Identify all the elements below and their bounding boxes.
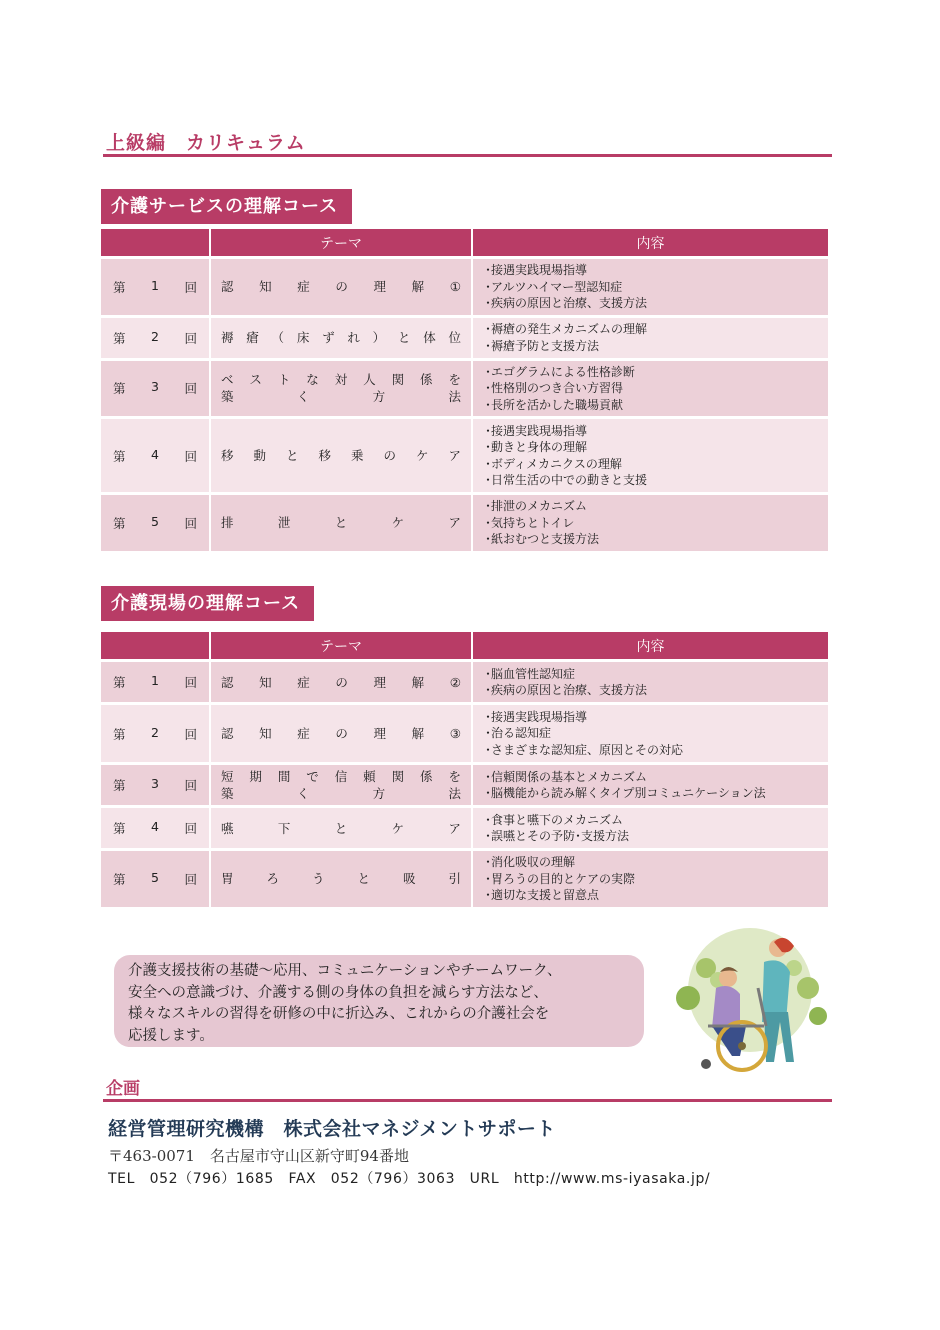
content-cell: [471, 705, 828, 762]
theme-cell: [209, 808, 471, 848]
organizer-contact: TEL 052（796）1685 FAX 052（796）3063 URL http://www.ms-iyasaka.jp/: [108, 1171, 711, 1187]
content-item: ･適切な支援と留意点: [485, 888, 600, 902]
summary-box: [114, 955, 644, 1047]
theme-text: 認知症の理解③: [221, 726, 461, 741]
table-row: [101, 662, 828, 702]
round-cell: [101, 495, 209, 551]
round-cell: [101, 259, 209, 315]
round-part: 第: [113, 675, 126, 690]
round-part: 2: [151, 724, 159, 740]
course-title-field: 介護現場の理解コース: [101, 586, 314, 621]
content-cell: [471, 851, 828, 907]
theme-cell: [209, 318, 471, 358]
content-item: ･疾病の原因と治療、支援方法: [485, 683, 648, 697]
theme-text: 認知症の理解②: [221, 674, 461, 690]
round-cell: [101, 662, 209, 702]
table-row: [101, 495, 828, 551]
theme-text: 短期間で信頼関係を: [221, 769, 461, 784]
summary-line: 安全への意識づけ、介護する側の身体の負担を減らす方法など、: [128, 984, 548, 1001]
content-item: ･消化吸収の理解: [485, 855, 576, 869]
table-row: [101, 705, 828, 762]
theme-text: 褥瘡（床ずれ）と体位: [221, 330, 461, 345]
summary-line: 様々なスキルの習得を研修の中に折込み、これからの介護社会を: [128, 1006, 550, 1022]
content-item: ･脳血管性認知症: [485, 666, 576, 681]
theme-text: 排泄とケア: [221, 515, 461, 531]
table-row: [101, 361, 828, 417]
organizer-divider: [103, 1099, 832, 1102]
theme-cell: [209, 851, 471, 907]
content-item: ･日常生活の中での動きと支援: [485, 473, 648, 487]
content-item: ･食事と嚥下のメカニズム: [485, 812, 624, 827]
table-row: [101, 808, 828, 848]
round-part: 2: [151, 328, 159, 344]
organizer-label: 企画: [106, 1079, 140, 1099]
title-divider: [103, 154, 832, 157]
content-item: ･胃ろうの目的とケアの実際: [485, 871, 636, 886]
round-cell: [101, 765, 209, 805]
round-part: 回: [184, 279, 197, 295]
theme-text: 胃ろうと吸引: [221, 871, 461, 887]
course-table-service: [101, 226, 828, 554]
header-round: [101, 229, 209, 256]
content-item: ･気持ちとトイレ: [485, 515, 575, 530]
content-item: ･動きと身体の理解: [485, 440, 588, 454]
table-header-row: [101, 229, 828, 256]
theme-cell: [209, 705, 471, 762]
round-part: 回: [184, 381, 197, 397]
table-row: [101, 259, 828, 315]
course-table-field: [101, 629, 828, 910]
round-part: 第: [113, 821, 126, 836]
organizer-address: 〒463-0071 名古屋市守山区新守町94番地: [108, 1147, 409, 1165]
table-row: [101, 851, 828, 907]
content-cell: [471, 361, 828, 417]
content-item: ･ボディメカニクスの理解: [485, 456, 622, 471]
theme-cell: [209, 419, 471, 492]
table-row: [101, 419, 828, 492]
theme-text: ベストな対人関係を: [221, 372, 461, 388]
theme-text: 嚥下とケア: [221, 820, 461, 836]
round-cell: [101, 318, 209, 358]
theme-cell: [209, 259, 471, 315]
round-part: 第: [113, 330, 126, 346]
content-cell: [471, 419, 828, 492]
round-part: 3: [151, 379, 159, 395]
content-item: ･脳機能から読み解くタイプ別コミュニケーション法: [485, 786, 766, 800]
page-title: 上級編 カリキュラム: [106, 132, 306, 154]
theme-text: 築く方法: [221, 389, 461, 405]
round-part: 第: [113, 279, 126, 295]
content-item: ･長所を活かした職場貢献: [485, 397, 624, 412]
round-part: 第: [113, 448, 126, 464]
round-cell: [101, 705, 209, 762]
content-item: ･紙おむつと支援方法: [485, 532, 600, 546]
content-item: ･誤嚥とその予防･支援方法: [485, 829, 630, 843]
round-cell: [101, 808, 209, 848]
theme-text: 認知症の理解①: [221, 279, 461, 295]
round-part: 第: [113, 726, 126, 742]
theme-cell: [209, 361, 471, 417]
round-part: 1: [151, 673, 159, 688]
round-part: 回: [184, 448, 197, 464]
header-content: 内容: [471, 229, 828, 256]
round-cell: [101, 419, 209, 492]
header-round: [101, 632, 209, 659]
theme-cell: [209, 495, 471, 551]
round-part: 回: [184, 871, 197, 887]
table-header-row: [101, 632, 828, 659]
round-part: 4: [151, 819, 159, 834]
content-item: ･排泄のメカニズム: [485, 499, 588, 513]
content-cell: [471, 662, 828, 702]
round-part: 3: [151, 776, 159, 791]
content-item: ･接遇実践現場指導: [485, 263, 588, 277]
content-cell: [471, 808, 828, 848]
content-item: ･性格別のつき合い方習得: [485, 381, 624, 395]
round-part: 第: [113, 381, 126, 397]
summary-line: 応援します。: [128, 1027, 214, 1044]
content-cell: [471, 765, 828, 805]
content-item: ･褥瘡の発生メカニズムの理解: [485, 322, 648, 336]
theme-cell: [209, 765, 471, 805]
round-part: 回: [184, 675, 197, 690]
round-part: 回: [184, 515, 197, 531]
round-part: 回: [184, 778, 197, 793]
round-part: 回: [184, 330, 197, 346]
theme-cell: [209, 662, 471, 702]
round-part: 5: [151, 513, 159, 529]
round-cell: [101, 851, 209, 907]
header-theme: テーマ: [209, 632, 471, 659]
content-item: ･エゴグラムによる性格診断: [485, 364, 635, 379]
header-theme: テーマ: [209, 229, 471, 256]
table-row: [101, 318, 828, 358]
round-part: 1: [151, 277, 159, 293]
content-item: ･接遇実践現場指導: [485, 423, 588, 438]
round-cell: [101, 361, 209, 417]
round-part: 回: [184, 726, 197, 742]
theme-text: 築く方法: [221, 786, 461, 801]
organizer-name: 経営管理研究機構 株式会社マネジメントサポート: [108, 1118, 556, 1140]
content-item: ･さまざまな認知症、原因とその対応: [485, 742, 684, 757]
theme-text: 移動と移乗のケア: [221, 448, 461, 463]
content-cell: [471, 495, 828, 551]
table-row: [101, 765, 828, 805]
content-cell: [471, 259, 828, 315]
course-title-service: 介護サービスの理解コース: [101, 189, 352, 224]
header-content: 内容: [471, 632, 828, 659]
caregiver-wheelchair-illustration: [668, 928, 838, 1078]
content-item: ･アルツハイマー型認知症: [485, 279, 623, 294]
round-part: 回: [184, 821, 197, 836]
content-item: ･疾病の原因と治療、支援方法: [485, 296, 648, 310]
round-part: 5: [151, 869, 159, 885]
content-item: ･治る認知症: [485, 726, 552, 741]
round-part: 第: [113, 778, 126, 793]
round-part: 第: [113, 871, 126, 887]
round-part: 第: [113, 515, 126, 531]
content-cell: [471, 318, 828, 358]
content-item: ･信頼関係の基本とメカニズム: [485, 769, 648, 784]
content-item: ･接遇実践現場指導: [485, 709, 588, 724]
round-part: 4: [151, 446, 159, 462]
summary-line: 介護支援技術の基礎～応用、コミュニケーションやチームワーク、: [128, 963, 562, 979]
content-item: ･褥瘡予防と支援方法: [485, 338, 600, 353]
